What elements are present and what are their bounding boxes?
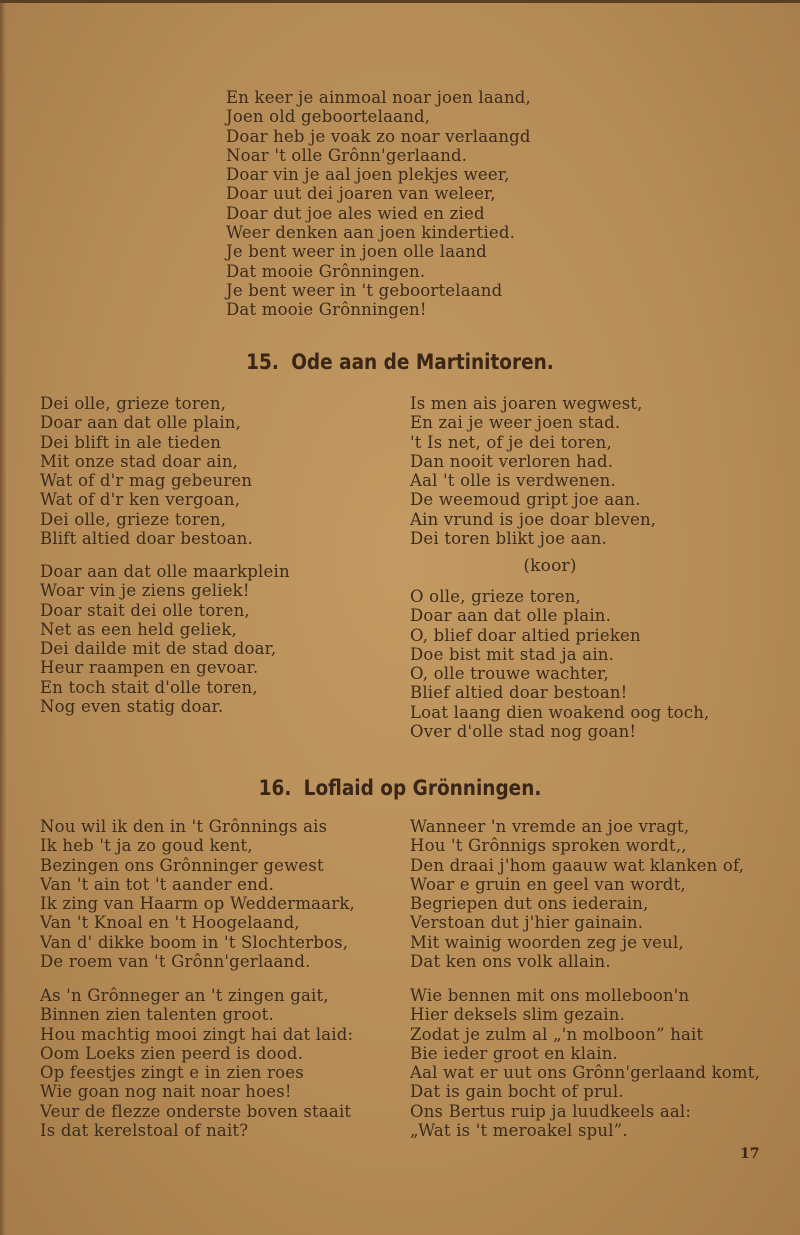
verse-line: Blift altied doar bestoan. (40, 529, 253, 549)
verse-line: Aal wat er uut ons Grônn'gerlaand komt, (410, 1063, 761, 1083)
verse-line: En keer je ainmoal noar joen laand, (226, 88, 531, 107)
verse-line: Heur raampen en gevoar. (40, 658, 259, 678)
verse-line: Hier deksels slim gezain. (410, 1005, 626, 1025)
song-15-heading (48, 350, 752, 374)
verse-line: Ik zing van Haarm op Weddermaark, (40, 894, 355, 914)
verse-line: Je bent weer in joen olle laand (226, 242, 487, 262)
verse-line: De weemoud gript joe aan. (410, 490, 641, 510)
verse-line: Doar dut joe ales wied en zied (226, 203, 485, 223)
song-15-right-stanza-2 (410, 587, 710, 741)
verse-line: Van 't Knoal en 't Hoogelaand, (40, 913, 300, 933)
verse-line: Dei toren blikt joe aan. (410, 529, 607, 549)
verse-line: Doar vin je aal joen plekjes weer, (226, 165, 510, 185)
verse-line: Van 't ain tot 't aander end. (40, 874, 275, 894)
verse-line: Ik heb 't ja zo goud kent, (40, 836, 253, 856)
verse-line: O, olle trouwe wachter, (410, 664, 609, 684)
verse-line: Begriepen dut ons iederain, (410, 894, 649, 914)
verse-line: Hou 't Grônnigs sproken wordt,, (410, 836, 687, 856)
verse-line: O, blief doar altied prieken (410, 625, 641, 645)
song-16-left-stanza-1 (40, 817, 355, 971)
song-15-title: Ode aan de Martinitoren. (291, 350, 554, 374)
verse-line: Doar aan dat olle maarkplein (40, 562, 290, 581)
verse-line: Net as een held geliek, (40, 619, 237, 639)
verse-line: Bezingen ons Grônninger gewest (40, 855, 324, 875)
verse-line: Dei olle, grieze toren, (40, 509, 227, 529)
verse-line: En toch stait d'olle toren, (40, 677, 258, 697)
verse-line: Dei olle, grieze toren, (40, 394, 227, 413)
verse-line: Woar vin je ziens geliek! (40, 581, 250, 601)
verse-line: Dei blift in ale tieden (40, 432, 222, 452)
song-15-left-stanza-1 (40, 394, 253, 548)
verse-line: 't Is net, of je dei toren, (410, 432, 612, 452)
verse-line: Dat mooie Grônningen! (226, 300, 427, 320)
verse-line: Over d'olle stad nog goan! (410, 722, 637, 742)
verse-line: O olle, grieze toren, (410, 587, 581, 606)
verse-line: Dan nooit verloren had. (410, 451, 614, 471)
verse-line: Woar e gruin en geel van wordt, (410, 874, 686, 894)
verse-line: Zodat je zulm al „'n molboon” hait (410, 1024, 704, 1044)
verse-line: Wat of d'r mag gebeuren (40, 471, 253, 491)
verse-line: Weer denken aan joen kindertied. (226, 223, 516, 243)
verse-line: Nog even statig doar. (40, 697, 224, 717)
verse-line: Is dat kerelstoal of nait? (40, 1121, 249, 1141)
verse-line: Doar aan dat olle plain, (40, 413, 242, 433)
verse-line: Doar aan dat olle plain. (410, 606, 612, 626)
verse-line: Dat is gain bocht of prul. (410, 1082, 624, 1102)
verse-line: Binnen zien talenten groot. (40, 1005, 274, 1025)
verse-line: „Wat is 't meroakel spul”. (410, 1121, 628, 1141)
song-15-left-stanza-2 (40, 562, 290, 716)
verse-line: De roem van 't Grônn'gerlaand. (40, 952, 311, 972)
verse-line: Nou wil ik den in 't Grônnings ais (40, 817, 328, 836)
verse-line: Op feestjes zingt e in zien roes (40, 1063, 304, 1083)
verse-line: Dat mooie Grônningen. (226, 261, 426, 281)
verse-line: Veur de flezze onderste boven staait (40, 1101, 352, 1121)
verse-line: Doe bist mit stad ja ain. (410, 644, 615, 664)
verse-line: Blief altied doar bestoan! (410, 683, 628, 703)
verse-line: Den draai j'hom gaauw wat klanken of, (410, 855, 745, 875)
verse-line: Bie ieder groot en klain. (410, 1043, 619, 1063)
verse-line: Doar heb je voak zo noar verlaangd (226, 126, 531, 146)
verse-line: En zai je weer joen stad. (410, 413, 621, 433)
verse-line: Van d' dikke boom in 't Slochterbos, (40, 932, 349, 952)
song-16-right-stanza-2 (410, 986, 760, 1140)
verse-line: Is men ais joaren wegwest, (410, 394, 643, 413)
verse-line: Doar uut dei joaren van weleer, (226, 184, 496, 204)
song-15-right-stanza-1 (410, 394, 656, 548)
verse-line: Mit wainig woorden zeg je veul, (410, 932, 684, 952)
verse-line: Doar stait dei olle toren, (40, 600, 250, 620)
verse-line: Loat laang dien woakend oog toch, (410, 702, 710, 722)
song-16-number: 16. (258, 776, 292, 800)
verse-line: Ons Bertus ruip ja luudkeels aal: (410, 1101, 692, 1121)
verse-line: Je bent weer in 't geboortelaand (226, 280, 503, 300)
song-16-title: Loflaid op Grönningen. (303, 776, 542, 800)
verse-line: Hou machtig mooi zingt hai dat laid: (40, 1024, 354, 1044)
verse-line: Aal 't olle is verdwenen. (410, 471, 616, 491)
verse-line: Dat ken ons volk allain. (410, 952, 611, 972)
song-16-heading (48, 776, 752, 800)
verse-line: Dei dailde mit de stad doar, (40, 639, 277, 659)
song-16-right-stanza-1 (410, 817, 744, 971)
verse-line: As 'n Grônneger an 't zingen gait, (40, 986, 329, 1005)
verse-line: Wie bennen mit ons molleboon'n (410, 986, 690, 1005)
verse-line: Mit onze stad doar ain, (40, 451, 239, 471)
song-16-left-stanza-2 (40, 986, 353, 1140)
verse-line: Oom Loeks zien peerd is dood. (40, 1043, 304, 1063)
verse-line: Wat of d'r ken vergoan, (40, 490, 241, 510)
song-15-koor-label: (koor) (523, 556, 577, 576)
verse-line: Verstoan dut j'hier gainain. (410, 913, 644, 933)
verse-line: Wie goan nog nait noar hoes! (40, 1082, 292, 1102)
verse-line: Ain vrund is joe doar bleven, (410, 509, 657, 529)
verse-line: Noar 't olle Grônn'gerlaand. (226, 145, 468, 165)
intro-verse (226, 88, 531, 320)
song-15-number: 15. (246, 350, 279, 374)
verse-line: Joen old geboortelaand, (226, 107, 431, 127)
page-number: 17 (740, 1146, 760, 1162)
verse-line: Wanneer 'n vremde an joe vragt, (410, 817, 690, 836)
